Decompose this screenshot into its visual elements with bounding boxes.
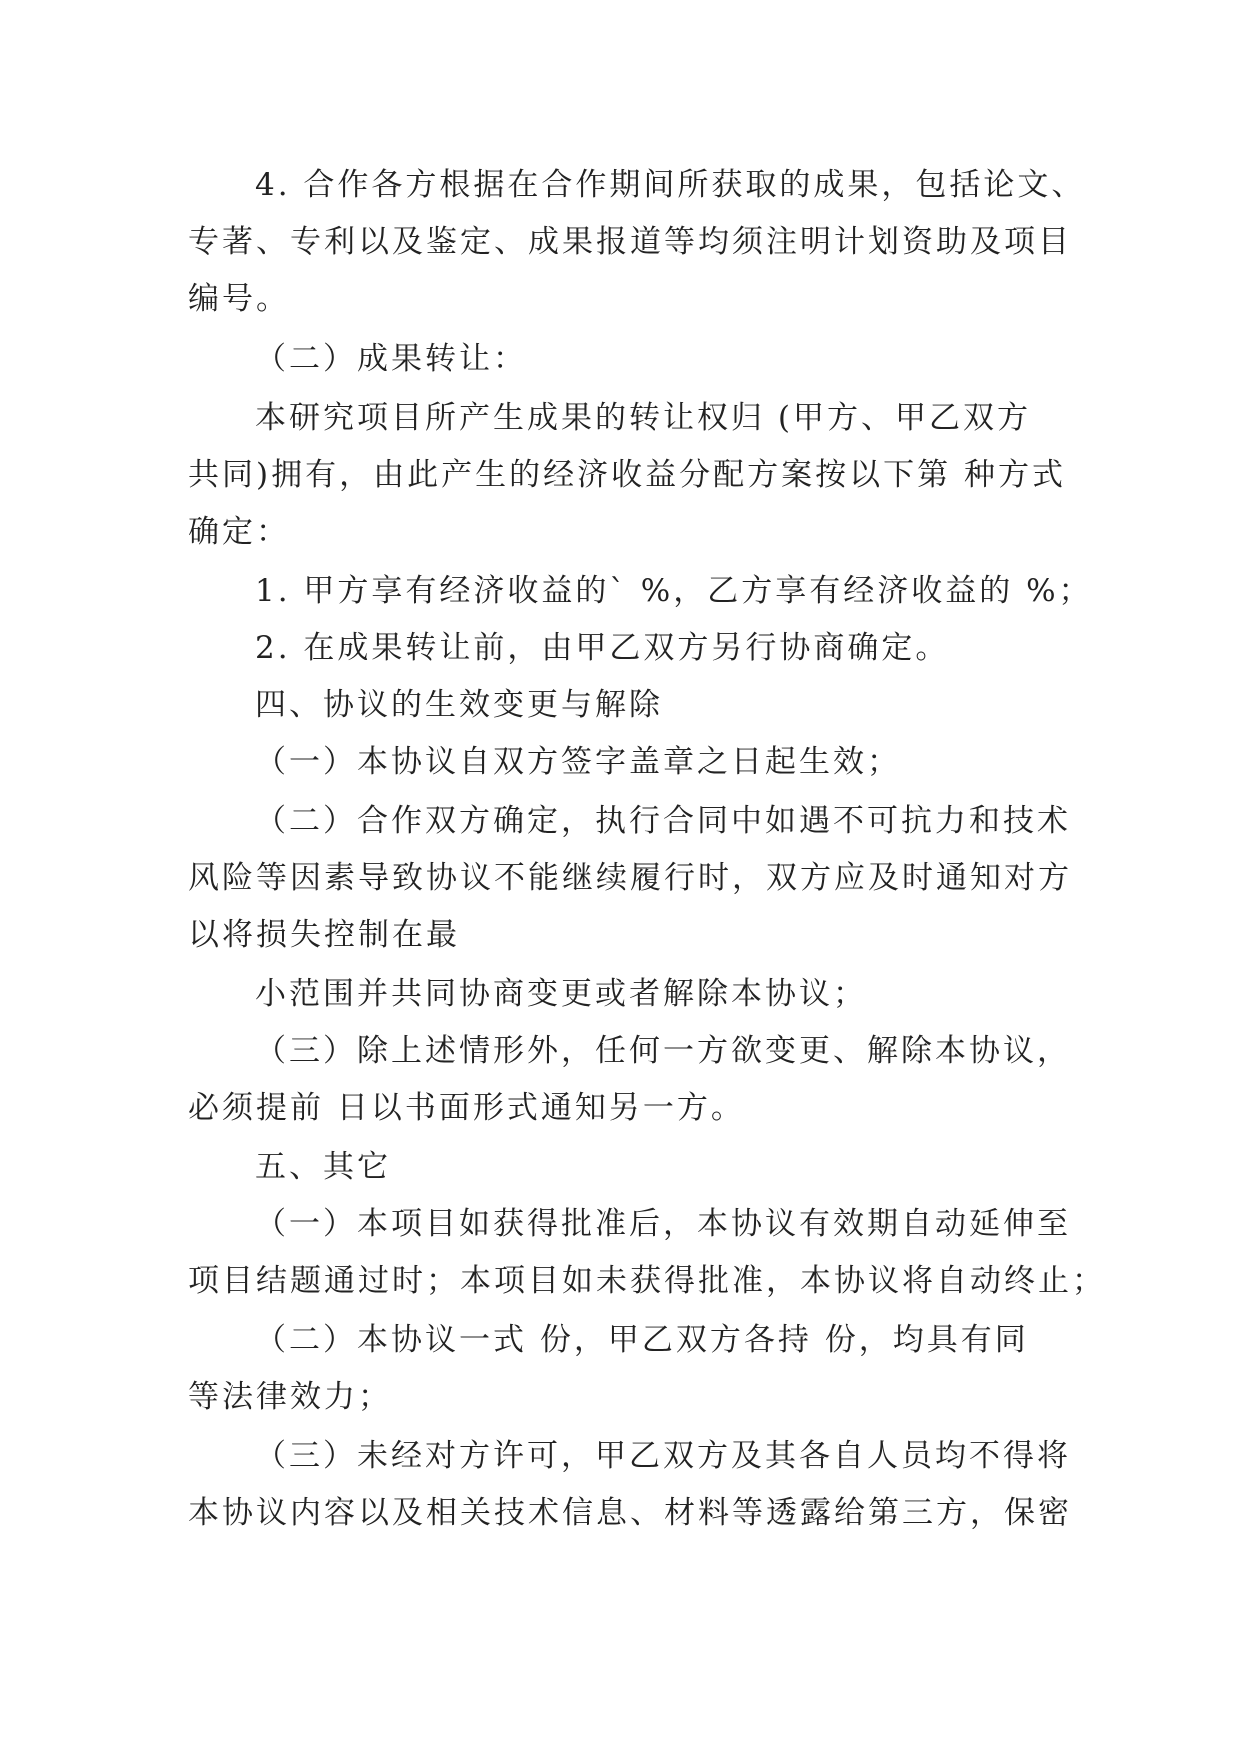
- paragraph-line: 必须提前 日以书面形式通知另一方。: [188, 1090, 745, 1126]
- paragraph-line: （二）合作双方确定，执行合同中如遇不可抗力和技术: [255, 803, 1071, 839]
- paragraph-line: 2. 在成果转让前，由甲乙双方另行协商确定。: [255, 630, 950, 666]
- section-heading: 五、其它: [255, 1149, 391, 1185]
- paragraph-line: 确定：: [188, 514, 290, 550]
- paragraph-line: 1. 甲方享有经济收益的` %，乙方享有经济收益的 %；: [255, 573, 1093, 609]
- paragraph-line: （三）未经对方许可，甲乙双方及其各自人员均不得将: [255, 1438, 1071, 1474]
- paragraph-line: （一）本项目如获得批准后，本协议有效期自动延伸至: [255, 1206, 1071, 1242]
- paragraph-line: （二）本协议一式 份，甲乙双方各持 份，均具有同: [255, 1322, 1029, 1358]
- paragraph-line: 小范围并共同协商变更或者解除本协议；: [255, 976, 867, 1012]
- paragraph-line: （一）本协议自双方签字盖章之日起生效；: [255, 744, 901, 780]
- paragraph-line: 风险等因素导致协议不能继续履行时，双方应及时通知对方: [188, 860, 1072, 896]
- section-subheading: （二）成果转让：: [255, 341, 527, 377]
- paragraph-line: 本协议内容以及相关技术信息、材料等透露给第三方，保密: [188, 1495, 1072, 1531]
- paragraph-line: （三）除上述情形外，任何一方欲变更、解除本协议，: [255, 1033, 1071, 1069]
- paragraph-line: 专著、专利以及鉴定、成果报道等均须注明计划资助及项目: [188, 224, 1072, 260]
- paragraph-line: 以将损失控制在最: [188, 917, 460, 953]
- paragraph-line: 共同)拥有，由此产生的经济收益分配方案按以下第 种方式: [188, 457, 1066, 493]
- paragraph-line: 等法律效力；: [188, 1379, 392, 1415]
- section-heading: 四、协议的生效变更与解除: [255, 687, 663, 723]
- paragraph-line: 4. 合作各方根据在合作期间所获取的成果，包括论文、: [255, 167, 1086, 203]
- paragraph-line: 编号。: [188, 281, 290, 317]
- paragraph-line: 本研究项目所产生成果的转让权归 (甲方、甲乙双方: [255, 400, 1031, 436]
- paragraph-line: 项目结题通过时；本项目如未获得批准，本协议将自动终止；: [188, 1263, 1106, 1299]
